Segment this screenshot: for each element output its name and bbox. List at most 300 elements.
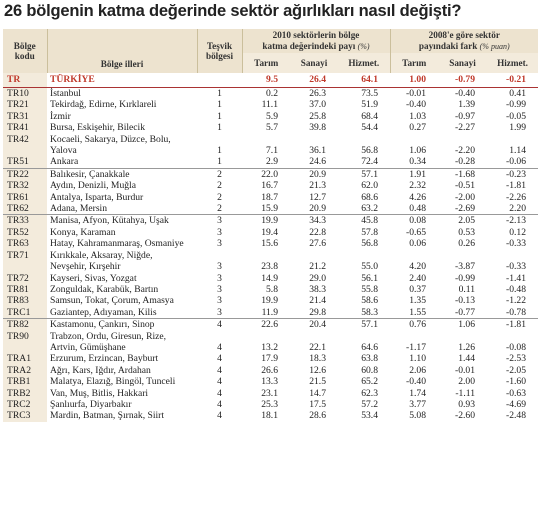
- cell-d-sanayi: -0.28: [455, 156, 475, 168]
- table-row: [3, 399, 538, 410]
- cell-region: Adana, Mersin: [50, 203, 108, 215]
- cell-code: TRB1: [3, 376, 47, 387]
- table-row: [3, 376, 538, 387]
- cell-sanayi: 28.6: [309, 410, 326, 422]
- cell-hizmet: 58.3: [361, 306, 378, 318]
- cell-d-hizmet: -1.41: [506, 272, 527, 284]
- cell-d-hizmet: -0.33: [506, 261, 527, 273]
- table-row: [3, 388, 538, 399]
- cell-code: TR61: [3, 192, 47, 203]
- cell-code: [3, 145, 47, 156]
- cell-sanayi: 20.4: [290, 319, 338, 331]
- cell-region: İstanbul: [50, 88, 81, 99]
- cell-d-sanayi: -0.13: [455, 295, 475, 307]
- cell-sanayi: [290, 134, 338, 145]
- cell-d-sanayi: 1.26: [458, 341, 475, 353]
- cell-sanayi: 29.0: [309, 272, 326, 284]
- cell-hizmet: 56.1: [361, 272, 378, 284]
- cell-tesvik: 2: [197, 168, 242, 180]
- cell-d-tarim: -1.17: [406, 341, 426, 353]
- cell-code: TR52: [3, 227, 47, 238]
- table-row: [3, 307, 538, 319]
- cell-tesvik: 2: [217, 203, 222, 215]
- cell-hizmet: 53.4: [361, 410, 378, 422]
- cell-code: TR90: [3, 331, 47, 342]
- cell-hizmet: 64.1: [338, 73, 390, 88]
- cell-d-tarim: [390, 250, 438, 261]
- cell-code: TR72: [3, 273, 47, 284]
- cell-tesvik: 3: [217, 238, 222, 250]
- cell-tarim: 19.9: [242, 215, 290, 227]
- cell-hizmet: 65.2: [361, 376, 378, 388]
- cell-tesvik: 3: [217, 295, 222, 307]
- cell-region: Yalova: [50, 145, 77, 157]
- cell-region: Erzurum, Erzincan, Bayburt: [50, 353, 159, 365]
- cell-hizmet: 54.4: [361, 122, 378, 134]
- table-row: [3, 331, 538, 342]
- cell-d-tarim: 0.48: [409, 203, 426, 215]
- cell-code: TRA1: [3, 353, 47, 364]
- table-row: [3, 168, 538, 180]
- cell-sanayi: 21.3: [309, 180, 326, 192]
- cell-region: Manisa, Afyon, Kütahya, Uşak: [47, 215, 197, 227]
- cell-hizmet: [338, 331, 390, 342]
- table-row: [3, 250, 538, 261]
- cell-hizmet: 63.2: [361, 203, 378, 215]
- cell-d-sanayi: -2.60: [455, 410, 475, 422]
- cell-d-hizmet: -0.05: [506, 110, 527, 122]
- col-tesvik-header: Teşvik bölgesi: [197, 29, 242, 73]
- cell-code: TRA2: [3, 365, 47, 376]
- cell-d-tarim: 2.40: [409, 272, 426, 284]
- cell-sanayi: 21.5: [309, 376, 326, 388]
- cell-d-hizmet: -4.69: [506, 398, 527, 410]
- cell-tarim: 15.9: [261, 203, 278, 215]
- page: [3, 0, 538, 422]
- cell-tesvik: 4: [217, 387, 222, 399]
- cell-sanayi: 12.6: [309, 364, 326, 376]
- cell-tesvik: 4: [217, 341, 222, 353]
- cell-tesvik: 1: [217, 88, 222, 99]
- cell-sanayi: 22.8: [309, 226, 326, 238]
- table-row: [3, 365, 538, 376]
- cell-d-hizmet: -1.81: [487, 319, 538, 331]
- cell-d-hizmet: -1.81: [506, 180, 527, 192]
- cell-hizmet: 63.8: [361, 353, 378, 365]
- cell-region: Van, Muş, Bitlis, Hakkari: [50, 387, 149, 399]
- cell-hizmet: 45.8: [338, 215, 390, 227]
- cell-code: TR82: [3, 319, 47, 331]
- cell-code: TR83: [3, 295, 47, 306]
- cell-hizmet: 68.6: [361, 191, 378, 203]
- cell-sanayi: 37.0: [309, 99, 326, 111]
- cell-hizmet: 57.8: [361, 226, 378, 238]
- cell-d-sanayi: -0.79: [438, 73, 487, 88]
- cell-d-hizmet: -2.48: [506, 410, 527, 422]
- cell-hizmet: 73.5: [361, 88, 378, 99]
- cell-region: İzmir: [50, 110, 71, 122]
- table-row: [3, 192, 538, 203]
- table-row: [3, 156, 538, 168]
- cell-region: Nevşehir, Kırşehir: [50, 261, 121, 273]
- cell-hizmet: 57.2: [361, 398, 378, 410]
- cell-hizmet: 60.8: [361, 364, 378, 376]
- cell-tesvik: [197, 134, 242, 145]
- cell-d-sanayi: 0.26: [458, 238, 475, 250]
- cell-d-hizmet: -0.78: [506, 306, 527, 318]
- table-row: [3, 111, 538, 122]
- cell-region: Hatay, Kahramanmaraş, Osmaniye: [50, 238, 184, 250]
- table-row: [3, 88, 538, 100]
- cell-sanayi: 25.8: [309, 110, 326, 122]
- cell-hizmet: 56.8: [361, 238, 378, 250]
- cell-d-tarim: 0.06: [409, 238, 426, 250]
- cell-tarim: [242, 250, 290, 261]
- cell-d-sanayi: -0.77: [455, 306, 475, 318]
- cell-region: Bursa, Eskişehir, Bilecik: [50, 122, 146, 134]
- cell-d-tarim: 0.34: [409, 156, 426, 168]
- cell-sanayi: 26.4: [290, 73, 338, 88]
- cell-tarim: 19.9: [261, 295, 278, 307]
- cell-d-tarim: 1.74: [409, 387, 426, 399]
- cell-sanayi: 34.3: [290, 215, 338, 227]
- cell-d-hizmet: -0.23: [487, 168, 538, 180]
- table-row: [3, 215, 538, 227]
- cell-d-tarim: 1.55: [409, 306, 426, 318]
- cell-code: TR10: [3, 88, 47, 100]
- cell-d-sanayi: [438, 134, 487, 145]
- cell-tarim: 26.6: [261, 364, 278, 376]
- cell-d-sanayi: 1.44: [458, 353, 475, 365]
- cell-d-tarim: 1.03: [409, 110, 426, 122]
- cell-region: Tekirdağ, Edirne, Kırklareli: [50, 99, 157, 111]
- cell-region: Şanlıurfa, Diyarbakır: [50, 398, 132, 410]
- cell-region: Balıkesir, Çanakkale: [47, 168, 197, 180]
- cell-tesvik: [197, 250, 242, 261]
- cell-code: TR32: [3, 180, 47, 191]
- cell-hizmet: 57.1: [338, 168, 390, 180]
- cell-d-tarim: -0.01: [406, 88, 426, 99]
- cell-tarim: 18.7: [261, 191, 278, 203]
- cell-code: TR21: [3, 99, 47, 110]
- table-row: [3, 273, 538, 284]
- cell-d-hizmet: 2.20: [509, 203, 527, 215]
- cell-d-hizmet: -2.53: [506, 353, 527, 365]
- cell-sanayi: 39.8: [309, 122, 326, 134]
- cell-tarim: 11.1: [261, 99, 278, 111]
- sector-table: [3, 29, 538, 422]
- cell-d-tarim: 1.00: [390, 73, 438, 88]
- cell-region: Kayseri, Sivas, Yozgat: [50, 272, 137, 284]
- cell-d-tarim: 3.77: [409, 398, 426, 410]
- cell-d-tarim: 4.20: [409, 261, 426, 273]
- cell-d-hizmet: 0.12: [509, 226, 527, 238]
- cell-d-tarim: [390, 331, 438, 342]
- cell-tesvik: 1: [217, 110, 222, 122]
- cell-tarim: 7.1: [266, 145, 278, 157]
- cell-tarim: 18.1: [261, 410, 278, 422]
- cell-tarim: [242, 331, 290, 342]
- cell-sanayi: 20.9: [309, 203, 326, 215]
- col-d-sanayi-header: Sanayi: [438, 53, 487, 73]
- cell-tesvik: 3: [217, 283, 222, 295]
- cell-tarim: 17.9: [261, 353, 278, 365]
- cell-code: TR41: [3, 122, 47, 133]
- cell-sanayi: [290, 250, 338, 261]
- cell-hizmet: 55.8: [361, 283, 378, 295]
- cell-tesvik: 1: [217, 145, 222, 157]
- cell-hizmet: [338, 134, 390, 145]
- cell-d-hizmet: -0.08: [506, 341, 527, 353]
- cell-code: [3, 261, 47, 272]
- total-row: [3, 73, 538, 88]
- cell-code: TRC2: [3, 399, 47, 410]
- cell-region: Trabzon, Ordu, Giresun, Rize,: [50, 330, 167, 342]
- cell-code: TRB2: [3, 388, 47, 399]
- table-row: [3, 180, 538, 191]
- cell-tarim: 5.9: [266, 110, 278, 122]
- cell-tesvik: [197, 331, 242, 342]
- cell-d-sanayi: -0.99: [455, 272, 475, 284]
- cell-d-sanayi: -0.51: [455, 180, 475, 192]
- cell-tesvik: 1: [217, 122, 222, 134]
- col-tarim-header: Tarım: [242, 53, 290, 73]
- table-row: [3, 145, 538, 156]
- cell-d-hizmet: 1.14: [509, 145, 527, 157]
- cell-d-sanayi: -1.68: [438, 168, 487, 180]
- cell-sanayi: 26.3: [309, 88, 326, 99]
- cell-d-hizmet: -0.99: [506, 99, 527, 111]
- cell-sanayi: 27.6: [309, 238, 326, 250]
- cell-d-hizmet: -0.21: [487, 73, 538, 88]
- cell-tarim: 13.3: [261, 376, 278, 388]
- cell-d-tarim: 0.08: [390, 215, 438, 227]
- cell-d-tarim: 5.08: [409, 410, 426, 422]
- cell-tarim: 23.8: [261, 261, 278, 273]
- cell-tarim: 2.9: [266, 156, 278, 168]
- diff-group-header: 2008'e göre sektör payındaki fark (% puan): [390, 29, 538, 53]
- cell-region: Kırıkkale, Aksaray, Niğde,: [50, 249, 153, 261]
- cell-code: TR71: [3, 250, 47, 261]
- cell-tarim: 23.1: [261, 387, 278, 399]
- cell-sanayi: 38.3: [309, 283, 326, 295]
- cell-code: TR51: [3, 156, 47, 168]
- cell-d-hizmet: 1.99: [509, 122, 527, 134]
- cell-tesvik: 4: [217, 364, 222, 376]
- cell-d-hizmet: 0.41: [509, 88, 527, 99]
- cell-tarim: 0.2: [266, 88, 278, 99]
- cell-region: Ağrı, Kars, Iğdır, Ardahan: [50, 364, 151, 376]
- cell-sanayi: 20.9: [290, 168, 338, 180]
- cell-region: Zonguldak, Karabük, Bartın: [50, 283, 159, 295]
- cell-d-sanayi: 2.00: [458, 376, 475, 388]
- cell-region: Artvin, Gümüşhane: [50, 341, 126, 353]
- cell-d-hizmet: [487, 250, 538, 261]
- cell-code: TRC3: [3, 410, 47, 421]
- cell-hizmet: 58.6: [361, 295, 378, 307]
- cell-d-sanayi: -0.97: [455, 110, 475, 122]
- cell-d-sanayi: 0.11: [458, 283, 475, 295]
- cell-d-hizmet: -1.60: [506, 376, 527, 388]
- cell-d-sanayi: -3.87: [455, 261, 475, 273]
- cell-region: Kastamonu, Çankırı, Sinop: [47, 319, 197, 331]
- cell-d-sanayi: -1.11: [455, 387, 475, 399]
- cell-tarim: 9.5: [242, 73, 290, 88]
- cell-region: Gaziantep, Adıyaman, Kilis: [50, 306, 157, 318]
- col-d-hizmet-header: Hizmet.: [487, 53, 538, 73]
- table-row: [3, 227, 538, 238]
- cell-region: Konya, Karaman: [50, 226, 116, 238]
- cell-sanayi: 17.5: [309, 398, 326, 410]
- cell-d-hizmet: -2.13: [487, 215, 538, 227]
- cell-code: TR62: [3, 203, 47, 215]
- page-title: 26 bölgenin katma değerinde sektör ağırlıkları nasıl değişti?: [4, 2, 462, 20]
- cell-sanayi: 21.2: [309, 261, 326, 273]
- cell-tarim: 16.7: [261, 180, 278, 192]
- cell-d-tarim: 2.06: [409, 364, 426, 376]
- cell-tesvik: 4: [217, 410, 222, 422]
- table-row: [3, 134, 538, 145]
- cell-d-tarim: 1.06: [409, 145, 426, 157]
- cell-d-sanayi: 1.39: [458, 99, 475, 111]
- cell-sanayi: 12.7: [309, 191, 326, 203]
- cell-region: Malatya, Elazığ, Bingöl, Tunceli: [50, 376, 176, 388]
- cell-tesvik: 4: [217, 376, 222, 388]
- cell-tesvik: [197, 73, 242, 88]
- cell-d-sanayi: 0.53: [458, 226, 475, 238]
- cell-d-hizmet: -0.33: [506, 238, 527, 250]
- cell-tarim: 22.6: [242, 319, 290, 331]
- table-row: [3, 261, 538, 272]
- cell-tesvik: 2: [217, 191, 222, 203]
- cell-d-tarim: 1.91: [390, 168, 438, 180]
- cell-d-tarim: -0.65: [406, 226, 426, 238]
- cell-d-sanayi: -2.69: [455, 203, 475, 215]
- cell-d-tarim: 0.37: [409, 283, 426, 295]
- cell-hizmet: 57.1: [338, 319, 390, 331]
- cell-region: Samsun, Tokat, Çorum, Amasya: [50, 295, 174, 307]
- cell-d-tarim: 0.76: [390, 319, 438, 331]
- cell-region: Aydın, Denizli, Muğla: [50, 180, 136, 192]
- cell-tarim: 22.0: [242, 168, 290, 180]
- cell-sanayi: 22.1: [309, 341, 326, 353]
- cell-code: TR22: [3, 168, 47, 180]
- cell-region: Antalya, Isparta, Burdur: [50, 191, 144, 203]
- cell-d-sanayi: -0.40: [455, 88, 475, 99]
- cell-region: TÜRKİYE: [47, 73, 197, 88]
- table-row: [3, 353, 538, 364]
- cell-tesvik: 1: [217, 99, 222, 111]
- cell-region: Mardin, Batman, Şırnak, Siirt: [50, 410, 165, 422]
- cell-tarim: 13.2: [261, 341, 278, 353]
- col-hizmet-header: Hizmet.: [338, 53, 390, 73]
- cell-hizmet: 56.8: [361, 145, 378, 157]
- table-body: [3, 73, 538, 422]
- cell-d-sanayi: [438, 331, 487, 342]
- cell-d-tarim: [390, 134, 438, 145]
- cell-d-sanayi: -2.00: [455, 191, 475, 203]
- cell-sanayi: 29.8: [309, 306, 326, 318]
- cell-code: TRC1: [3, 307, 47, 319]
- cell-d-tarim: 1.35: [409, 295, 426, 307]
- table-row: [3, 284, 538, 295]
- cell-sanayi: 36.1: [309, 145, 326, 157]
- cell-d-tarim: -0.40: [406, 376, 426, 388]
- share-group-header: 2010 sektörlerin bölge katma değerindeki payı (%): [242, 29, 390, 53]
- cell-sanayi: 24.6: [309, 156, 326, 168]
- cell-d-hizmet: -2.26: [506, 191, 527, 203]
- table-row: [3, 319, 538, 331]
- cell-sanayi: [290, 331, 338, 342]
- cell-tarim: 25.3: [261, 398, 278, 410]
- cell-d-sanayi: 2.05: [438, 215, 487, 227]
- cell-code: [3, 342, 47, 353]
- cell-sanayi: 18.3: [309, 353, 326, 365]
- cell-hizmet: 62.0: [361, 180, 378, 192]
- cell-hizmet: 68.4: [361, 110, 378, 122]
- cell-tarim: 5.8: [266, 283, 278, 295]
- cell-tesvik: 3: [217, 226, 222, 238]
- cell-d-tarim: 4.26: [409, 191, 426, 203]
- cell-tarim: 19.4: [261, 226, 278, 238]
- cell-d-tarim: 1.10: [409, 353, 426, 365]
- col-d-tarim-header: Tarım: [390, 53, 438, 73]
- cell-code: TR81: [3, 284, 47, 295]
- cell-d-sanayi: 1.06: [438, 319, 487, 331]
- col-region-header: Bölge illeri: [47, 29, 197, 73]
- cell-d-hizmet: -0.06: [506, 156, 527, 168]
- cell-d-hizmet: -0.48: [506, 283, 527, 295]
- cell-d-tarim: 2.32: [409, 180, 426, 192]
- cell-d-tarim: 0.27: [409, 122, 426, 134]
- cell-tarim: 15.6: [261, 238, 278, 250]
- cell-sanayi: 21.4: [309, 295, 326, 307]
- cell-region: Ankara: [50, 156, 79, 168]
- cell-code: TR: [3, 73, 47, 88]
- cell-tesvik: 4: [217, 398, 222, 410]
- cell-tesvik: 3: [217, 272, 222, 284]
- cell-d-hizmet: [487, 134, 538, 145]
- cell-code: TR33: [3, 215, 47, 227]
- cell-code: TR31: [3, 111, 47, 122]
- cell-sanayi: 14.7: [309, 387, 326, 399]
- cell-hizmet: 64.6: [361, 341, 378, 353]
- cell-d-hizmet: -1.22: [506, 295, 527, 307]
- cell-d-hizmet: [487, 331, 538, 342]
- table-row: [3, 410, 538, 421]
- table-row: [3, 99, 538, 110]
- cell-region: Kocaeli, Sakarya, Düzce, Bolu,: [50, 133, 171, 145]
- cell-hizmet: 72.4: [361, 156, 378, 168]
- cell-tesvik: 3: [217, 261, 222, 273]
- cell-tarim: 5.7: [266, 122, 278, 134]
- cell-tesvik: 4: [217, 353, 222, 365]
- cell-tesvik: 4: [197, 319, 242, 331]
- cell-tarim: 11.9: [261, 306, 278, 318]
- cell-d-sanayi: -2.20: [455, 145, 475, 157]
- cell-d-sanayi: -0.01: [455, 364, 475, 376]
- col-code-header: Bölge kodu: [3, 29, 47, 73]
- cell-tesvik: 1: [217, 156, 222, 168]
- cell-tesvik: 3: [217, 306, 222, 318]
- cell-tarim: 14.9: [261, 272, 278, 284]
- cell-d-sanayi: 0.93: [458, 398, 475, 410]
- cell-d-hizmet: -2.05: [506, 364, 527, 376]
- col-sanayi-header: Sanayi: [290, 53, 338, 73]
- table-row: [3, 122, 538, 133]
- cell-d-tarim: -0.40: [406, 99, 426, 111]
- cell-code: TR63: [3, 238, 47, 249]
